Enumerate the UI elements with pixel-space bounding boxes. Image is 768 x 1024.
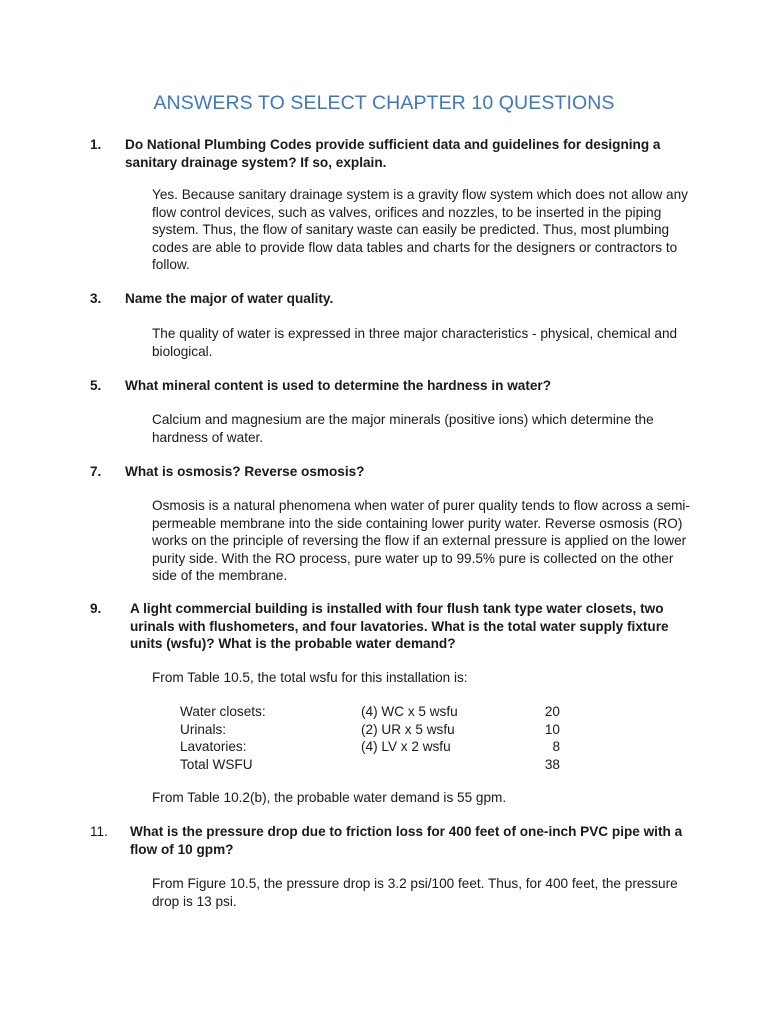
fixture-wsfu: 20 xyxy=(544,704,560,719)
question-number: 9. xyxy=(90,601,102,616)
question-number: 7. xyxy=(90,464,102,479)
question-7 xyxy=(90,463,680,481)
table-row xyxy=(180,738,560,756)
table-row xyxy=(180,703,560,721)
answer-7 xyxy=(152,497,692,585)
question-5 xyxy=(90,377,680,395)
question-number: 1. xyxy=(90,137,102,152)
question-text: What mineral content is used to determine the hardness in water? xyxy=(125,378,552,393)
question-number: 5. xyxy=(90,378,102,393)
question-1 xyxy=(90,136,680,171)
answer-text: The quality of water is expressed in three major characteristics - physical, chemical and biological. xyxy=(152,326,678,359)
question-text: A light commercial building is installed with four flush tank type water closets, two urinals with flushometers, and four lavatories. What is the total water supply fixture units (wsfu)? What is the probable water demand? xyxy=(130,601,669,651)
answer-9-outro xyxy=(152,789,692,807)
answer-text: From Table 10.5, the total wsfu for this installation is: xyxy=(152,670,468,685)
fixture-wsfu: 38 xyxy=(544,756,560,772)
question-text: What is osmosis? Reverse osmosis? xyxy=(125,464,365,479)
fixture-name: Lavatories: xyxy=(180,739,247,754)
table-row xyxy=(180,756,560,774)
fixture-table xyxy=(180,703,560,773)
question-3 xyxy=(90,290,680,308)
page-title: ANSWERS TO SELECT CHAPTER 10 QUESTIONS xyxy=(153,92,615,114)
question-text: Name the major of water quality. xyxy=(125,291,334,306)
answer-text: Calcium and magnesium are the major minerals (positive ions) which determine the hardness of water. xyxy=(152,412,654,445)
question-number: 11. xyxy=(90,824,108,839)
question-text: Do National Plumbing Codes provide sufficient data and guidelines for designing a sanitary drainage system? If so, explain. xyxy=(125,137,661,170)
fixture-name: Water closets: xyxy=(180,704,266,719)
answer-text: From Table 10.2(b), the probable water demand is 55 gpm. xyxy=(152,790,507,805)
question-number: 3. xyxy=(90,291,102,306)
answer-text: Osmosis is a natural phenomena when water of purer quality tends to flow across a semi-permeable membrane into the side containing lower purity water. Reverse osmosis (RO) works on the principle of reversing the flow if an external pressure is applied on the lower purity side. With the RO process, pure water up to 99.5% pure is collected on the other side of the membrane. xyxy=(152,498,690,583)
answer-5 xyxy=(152,411,692,446)
answer-text: Yes. Because sanitary drainage system is a gravity flow system which does not allow any flow control devices, such as valves, orifices and nozzles, to be inserted in the piping system. Thus, the flow of sanitary waste can easily be predicted. Thus, most plumbing codes are able to provide flow data tables and charts for the designers or contractors to follow. xyxy=(152,187,688,272)
fixture-name: Urinals: xyxy=(180,721,227,737)
answer-text: From Figure 10.5, the pressure drop is 3.2 psi/100 feet. Thus, for 400 feet, the pressure drop is 13 psi. xyxy=(152,876,678,909)
fixture-calc: (2) UR x 5 wsfu xyxy=(361,721,455,737)
fixture-calc: (4) WC x 5 wsfu xyxy=(361,704,458,719)
answer-11 xyxy=(152,875,692,910)
answer-1 xyxy=(152,186,692,274)
question-text: What is the pressure drop due to friction loss for 400 feet of one-inch PVC pipe with a flow of 10 gpm? xyxy=(130,824,683,857)
fixture-wsfu: 8 xyxy=(552,739,560,754)
question-11 xyxy=(90,823,685,858)
question-9 xyxy=(90,600,685,653)
answer-3 xyxy=(152,325,692,360)
answer-9-intro xyxy=(152,669,692,687)
fixture-calc: (4) LV x 2 wsfu xyxy=(361,739,451,754)
fixture-wsfu: 10 xyxy=(544,721,560,737)
table-row xyxy=(180,721,560,739)
fixture-name: Total WSFU xyxy=(180,756,253,772)
